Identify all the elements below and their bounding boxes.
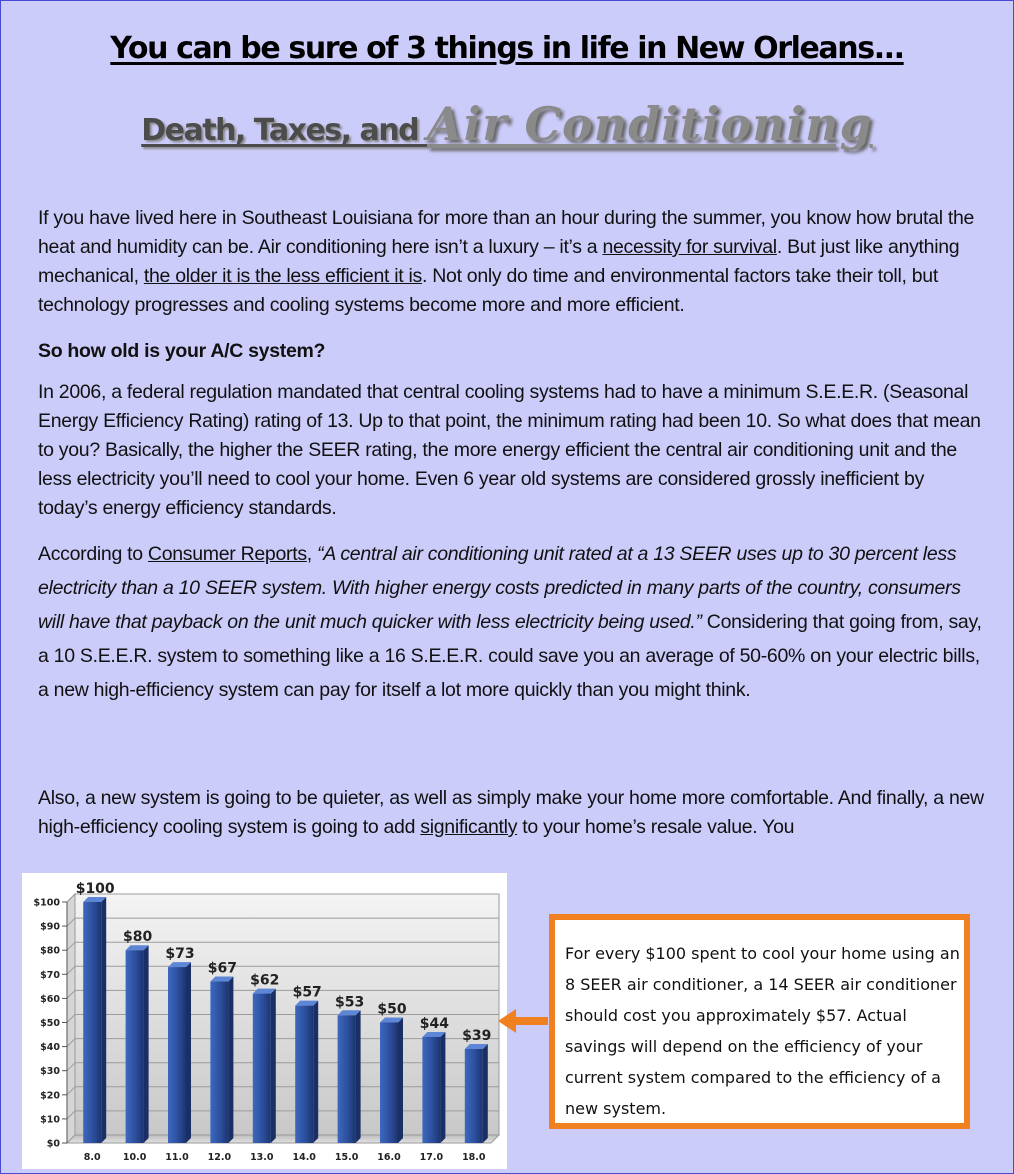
y-tick-label: $70 xyxy=(40,969,60,981)
subtitle-script: Air Conditioning xyxy=(427,97,873,151)
bar xyxy=(338,1015,356,1143)
y-tick-label: $50 xyxy=(40,1018,60,1029)
bar-side xyxy=(101,897,106,1143)
data-label: $57 xyxy=(292,984,322,1001)
x-tick-label: 15.0 xyxy=(334,1152,359,1163)
consumer-rest: Considering that going from, say, a 10 S.E.E.R. system to something like a 16 S.E.E.R. could save you an average of 50-60% on your electric bills, a new high-efficiency system can pay for itself a lot more quickly than you might think. xyxy=(38,611,982,701)
x-tick-label: 14.0 xyxy=(292,1152,316,1163)
bar xyxy=(380,1023,398,1144)
bar xyxy=(295,1006,313,1143)
consumer-reports-link[interactable]: Consumer Reports xyxy=(147,543,307,565)
chart-svg xyxy=(22,873,507,1169)
subtitle-plain: Death, Taxes, and xyxy=(141,113,428,148)
y-tick-label: $80 xyxy=(40,945,60,957)
page-subtitle xyxy=(1,97,1013,151)
y-tick-label: $40 xyxy=(40,1042,60,1054)
x-tick-label: 18.0 xyxy=(462,1152,486,1163)
bar xyxy=(465,1049,483,1143)
bar xyxy=(253,994,271,1143)
y-tick-label: $0 xyxy=(46,1138,60,1150)
bar xyxy=(210,982,228,1143)
data-label: $73 xyxy=(165,946,195,963)
bar-side xyxy=(144,945,149,1143)
data-label: $50 xyxy=(377,1001,407,1018)
data-label: $62 xyxy=(250,972,280,989)
bar-side xyxy=(228,977,233,1143)
x-tick-label: 10.0 xyxy=(122,1152,147,1163)
also-text-2: to your home’s resale value. You xyxy=(517,816,795,838)
data-label: $44 xyxy=(419,1015,450,1032)
bar xyxy=(126,950,144,1143)
bar-side xyxy=(186,962,191,1143)
also-text-1: Also, a new system is going to be quieter, as well as simply make your home more comfortable. And finally, a new high-efficiency cooling system is going to add xyxy=(38,787,984,838)
x-tick-label: 8.0 xyxy=(83,1152,101,1163)
consumer-comma: , xyxy=(306,543,318,565)
bar-side xyxy=(483,1044,488,1143)
consumer-reports-paragraph xyxy=(38,537,988,707)
x-tick-label: 12.0 xyxy=(207,1152,232,1163)
y-tick-label: $10 xyxy=(40,1114,60,1126)
intro-text-2: . But just like anything mechanical, xyxy=(38,236,960,287)
bar-side xyxy=(356,1010,361,1143)
x-tick-label: 17.0 xyxy=(419,1152,444,1163)
bar-side xyxy=(398,1018,403,1144)
x-tick-label: 11.0 xyxy=(165,1152,189,1163)
consumer-quote: “A central air conditioning unit rated at a 13 SEER uses up to 30 percent less electricity than a 10 SEER system. With higher energy costs predicted in many parts of the country, consumers will have that payback on the unit much quicker with less electricity being used.” xyxy=(38,543,961,633)
data-label: $80 xyxy=(122,929,153,946)
bar xyxy=(83,902,101,1143)
data-label: $100 xyxy=(75,881,115,897)
bar-side xyxy=(440,1032,445,1143)
section-question: So how old is your A/C system? xyxy=(38,340,326,362)
intro-text-1: If you have lived here in Southeast Louisiana for more than an hour during the summer, you know how brutal the heat and humidity can be. Air conditioning here isn’t a luxury – it’s a xyxy=(38,207,975,258)
savings-callout: For every $100 spent to cool your home using an 8 SEER air conditioner, a 14 SEER air conditioner should cost you approximately $57. Actual savings will depend on the efficiency of your current system compared to the efficiency of a new system. xyxy=(549,914,970,1129)
intro-text-3: . Not only do time and environmental factors take their toll, but technology progresses and cooling systems become more and more efficient. xyxy=(38,265,938,316)
intro-paragraph xyxy=(38,204,988,320)
y-tick-label: $30 xyxy=(40,1066,60,1078)
bar xyxy=(422,1037,440,1143)
regulation-paragraph: In 2006, a federal regulation mandated that central cooling systems had to have a minimum S.E.E.R. (Seasonal Energy Efficiency Rating) rating of 13. Up to that point, the minimum rating had been 10. So what does that mean to you? Basically, the higher the SEER rating, the more energy efficient the central air conditioning unit and the less electricity you’ll need to cool your home. Even 6 year old systems are considered grossly inefficient by today’s energy efficiency standards. xyxy=(38,381,981,519)
x-tick-label: 16.0 xyxy=(377,1152,401,1163)
older-less-efficient-link[interactable]: the older it is the less efficient it is xyxy=(143,265,422,287)
bar-side xyxy=(271,989,276,1143)
y-tick-label: $90 xyxy=(40,921,60,933)
data-label: $67 xyxy=(207,960,238,977)
bar-side xyxy=(313,1001,318,1143)
y-tick-label: $60 xyxy=(40,993,60,1005)
necessity-link[interactable]: necessity for survival xyxy=(602,236,777,258)
y-tick-label: $20 xyxy=(40,1090,60,1102)
significantly-link[interactable]: significantly xyxy=(420,816,518,838)
seer-cost-chart xyxy=(22,873,507,1169)
y-tick-label: $100 xyxy=(33,897,60,909)
also-paragraph xyxy=(38,784,988,842)
consumer-lead: According to xyxy=(38,543,148,565)
x-tick-label: 13.0 xyxy=(250,1152,274,1163)
data-label: $53 xyxy=(334,994,365,1011)
arrow-left-icon xyxy=(498,1006,548,1036)
data-label: $39 xyxy=(462,1028,492,1045)
page-title: You can be sure of 3 things in life in New Orleans... xyxy=(110,31,904,66)
bar xyxy=(168,967,186,1143)
